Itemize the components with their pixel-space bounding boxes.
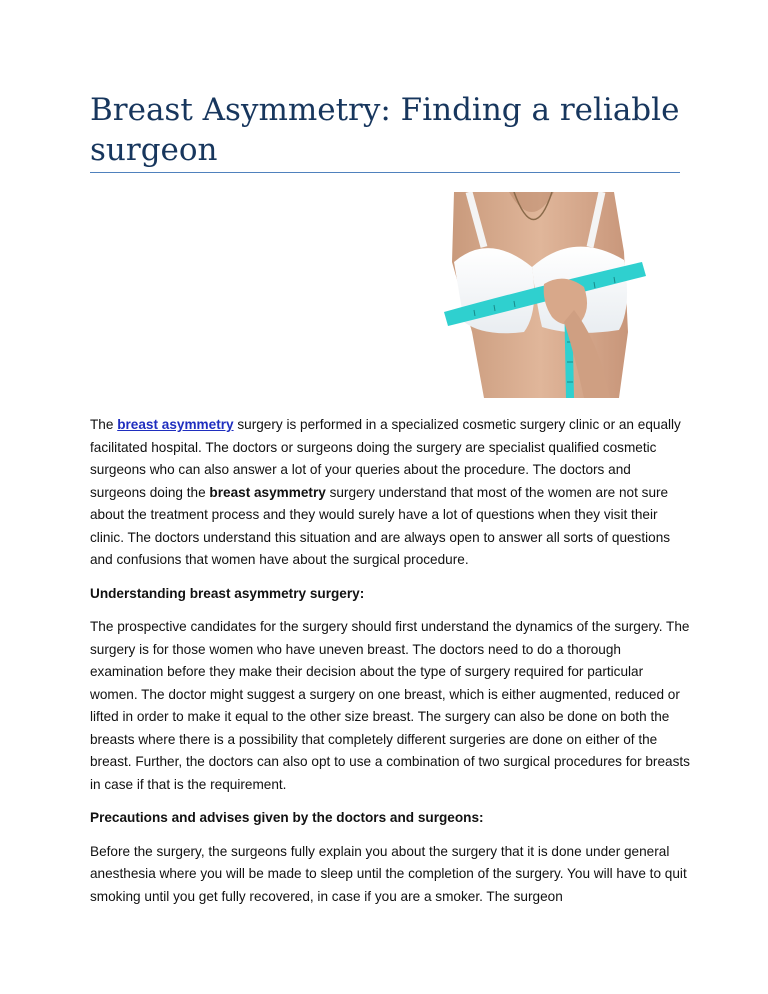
- article-body: [90, 414, 690, 919]
- intro-prefix: The: [90, 417, 118, 432]
- section-heading-understanding: Understanding breast asymmetry surgery:: [90, 585, 365, 601]
- intro-paragraph: [90, 414, 690, 572]
- intro-bold-term: breast asymmetry: [209, 484, 326, 500]
- woman-measuring-chest-photo: [414, 192, 650, 398]
- understanding-paragraph: The prospective candidates for the surgery should first understand the dynamics of the surgery. The surgery is for those women who have uneven breast. The doctors need to do a thorough examination before they make their decision about the type of surgery required for particular women. The doctor might suggest a surgery on one breast, which is either augmented, reduced or lifted in order to make it equal to the other size breast. The surgery can also be done on both the breasts where there is a possibility that completely different surgeries are done on either of the breast. Further, the doctors can also opt to use a combination of two surgical procedures for breasts in case if that is the requirement.: [90, 619, 690, 792]
- title-underline: [90, 172, 680, 173]
- breast-asymmetry-link[interactable]: breast asymmetry: [117, 417, 234, 432]
- intro-text-part3: surgery understand that most of the women are not sure about the treatment process and they would surely have a lot of questions when they visit their clinic. The doctors understand this situation and are always open to answer all sorts of questions and confusions that women have about the surgical procedure.: [90, 484, 671, 567]
- photo-illustration: [414, 192, 650, 398]
- section-heading-precautions: Precautions and advises given by the doctors and surgeons:: [90, 810, 484, 825]
- precautions-paragraph: Before the surgery, the surgeons fully explain you about the surgery that it is done under general anesthesia where you will be made to sleep until the completion of the surgery. You will have to quit smoking until you get fully recovered, in case if you are a smoker. The surgeon: [90, 843, 687, 904]
- intro-text-part2: surgery is performed in a specialized cosmetic surgery clinic or an equally facilitated hospital. The doctors or surgeons doing the surgery are specialist qualified cosmetic surgeons who can also answer a lot of your queries about the procedure. The doctors and surgeons doing the: [90, 417, 681, 500]
- document-title: Breast Asymmetry: Finding a reliable surgeon: [90, 92, 680, 168]
